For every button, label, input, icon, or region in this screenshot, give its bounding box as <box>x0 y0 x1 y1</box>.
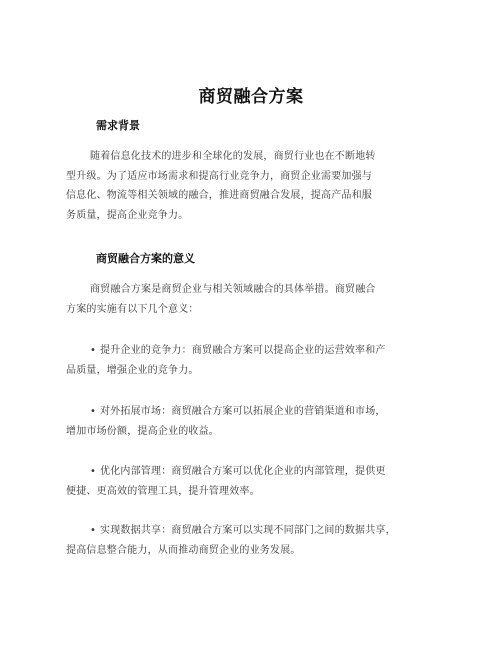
section-heading-significance: 商贸融合方案的意义 <box>96 252 195 265</box>
bullet-line <box>66 341 451 361</box>
paragraph-line: 信息化、物流等相关领域的融合，推进商贸融合发展，提高产品和服 <box>66 190 372 201</box>
bullet-line <box>66 402 451 422</box>
paragraph-background <box>66 147 446 225</box>
bullet-line: 便捷、更高效的管理工具，提升管理效率。 <box>66 486 260 497</box>
bullet-line <box>66 462 451 482</box>
bullet-icon: • <box>90 345 97 356</box>
paragraph-line: 型升级。为了适应市场需求和提高行业竞争力，商贸企业需要加强与 <box>66 170 372 182</box>
bullet-icon: • <box>90 525 97 536</box>
bullet-text: 实现数据共享：商贸融合方案可以实现不同部门之间的数据共享， <box>100 525 396 536</box>
bullet-line <box>66 521 451 541</box>
bullet-line: 提高信息整合能力，从而推动商贸企业的业务发展。 <box>66 545 301 556</box>
section-heading-background: 需求背景 <box>96 119 140 132</box>
bullet-line: 增加市场份额，提高企业的收益。 <box>66 426 219 437</box>
bullet-text: 优化内部管理：商贸融合方案可以优化企业的内部管理，提供更 <box>100 466 386 477</box>
paragraph-line: 务质量，提高企业竞争力。 <box>66 209 189 221</box>
bullet-text: 对外拓展市场：商贸融合方案可以拓展企业的营销渠道和市场， <box>100 406 386 417</box>
paragraph-line: 商贸融合方案是商贸企业与相关领域融合的具体举措。商贸融合 <box>90 284 376 295</box>
paragraph-line: 随着信息化技术的进步和全球化的发展，商贸行业也在不断地转 <box>90 151 376 162</box>
bullet-text: 提升企业的竞争力：商贸融合方案可以提高企业的运营效率和产 <box>100 345 386 356</box>
paragraph-line: 方案的实施有以下几个意义： <box>66 303 199 315</box>
bullet-item <box>66 341 451 381</box>
bullet-item <box>66 462 451 502</box>
paragraph-significance <box>66 280 446 319</box>
bullet-line: 品质量，增强企业的竞争力。 <box>66 365 199 376</box>
bullet-icon: • <box>90 406 97 417</box>
bullet-item <box>66 402 451 442</box>
bullet-icon: • <box>90 466 97 477</box>
bullet-item <box>66 521 451 561</box>
document-title: 商贸融合方案 <box>198 87 304 107</box>
